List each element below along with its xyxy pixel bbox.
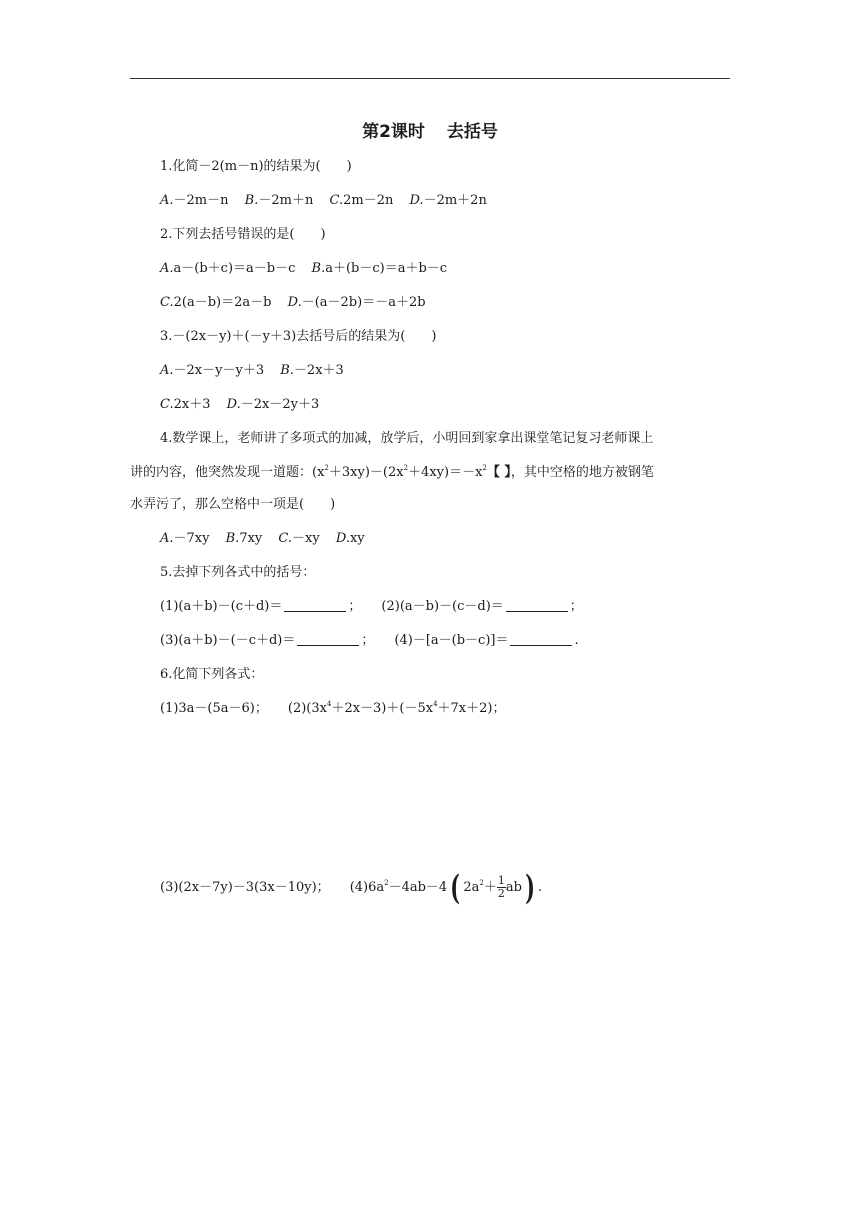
q2-options-row1 bbox=[160, 260, 459, 278]
q4-line1: 4.数学课上，老师讲了多项式的加减，放学后，小明回到家拿出课堂笔记复习老师课上 bbox=[160, 431, 654, 446]
q1-options bbox=[160, 192, 499, 210]
q4-line3: 水弄污了，那么空格中一项是( ) bbox=[130, 497, 336, 512]
q1-stem: 1.化简－2(m－n)的结果为( ) bbox=[160, 159, 352, 174]
q3-stem: 3.－(2x－y)＋(－y＋3)去括号后的结果为( ) bbox=[160, 329, 437, 344]
q3-option-d[interactable]: D.－2x－2y＋3 bbox=[226, 397, 320, 412]
left-bracket-glyph: ( bbox=[450, 867, 461, 908]
q1-option-b[interactable]: B.－2m＋n bbox=[244, 193, 314, 208]
page-title: 第2课时 去括号 bbox=[362, 122, 498, 142]
q1-option-c[interactable]: C.2m－2n bbox=[329, 193, 394, 208]
right-bracket-glyph: ) bbox=[525, 867, 535, 908]
q3-options-row2 bbox=[160, 396, 331, 414]
q4-option-b[interactable]: B.7xy bbox=[225, 531, 263, 546]
header-rule bbox=[130, 78, 730, 79]
q2-option-c[interactable]: C.2(a－b)＝2a－b bbox=[160, 295, 272, 310]
q5-row1: (1)(a＋b)－(c＋d)＝ ； (2)(a－b)－(c－d)＝ ； bbox=[160, 599, 583, 614]
q2-options-row2 bbox=[160, 294, 438, 312]
q6-stem: 6.化简下列各式： bbox=[160, 667, 264, 682]
q6-row2: (3)(2x－7y)－3(3x－10y)； $(4)6a^2-4ab-4$( $2a^2+$ $\frac{1}{2}$ ab) . bbox=[160, 867, 543, 908]
q4-blank-bracket: 【 】 bbox=[486, 465, 511, 480]
q2-option-b[interactable]: B.a＋(b－c)＝a＋b－c bbox=[311, 261, 448, 276]
q2-option-d[interactable]: D.－(a－2b)＝－a＋2b bbox=[287, 295, 426, 310]
q3-option-c[interactable]: C.2x＋3 bbox=[160, 397, 211, 412]
q3-option-b[interactable]: B.－2x＋3 bbox=[280, 363, 344, 378]
q4-options bbox=[160, 530, 377, 548]
q2-option-a[interactable]: A.a－(b＋c)＝a－b－c bbox=[160, 261, 296, 276]
q2-stem: 2.下列去括号错误的是( ) bbox=[160, 227, 326, 242]
q5-row2: (3)(a＋b)－(－c＋d)＝ ； (4)－[a－(b－c)]＝ . bbox=[160, 633, 579, 648]
q1-option-d[interactable]: D.－2m＋2n bbox=[409, 193, 487, 208]
q3-options-row1 bbox=[160, 362, 356, 380]
q5-answer-1[interactable] bbox=[284, 598, 346, 612]
q5-stem: 5.去掉下列各式中的括号： bbox=[160, 565, 316, 580]
q6-row1: (1)3a－(5a－6)； $(2)(3x^4+2x-3)+(-5x^4+7x+2)$； bbox=[160, 700, 506, 716]
q1-option-a[interactable]: A.－2m－n bbox=[160, 193, 229, 208]
q4-line2: 讲的内容，他突然发现一道题：$(x^2+3xy)-(2x^2+4xy)=-x^2$【 】，其中空格的地方被钢笔 bbox=[130, 464, 654, 480]
q3-option-a[interactable]: A.－2x－y－y＋3 bbox=[160, 363, 265, 378]
q4-option-c[interactable]: C.－xy bbox=[278, 531, 320, 546]
q4-option-d[interactable]: D.xy bbox=[335, 531, 365, 546]
q5-answer-3[interactable] bbox=[297, 632, 359, 646]
q5-answer-4[interactable] bbox=[510, 632, 572, 646]
q5-answer-2[interactable] bbox=[506, 598, 568, 612]
fraction-one-half: $\frac{1}{2}$ bbox=[497, 874, 505, 900]
q4-option-a[interactable]: A.－7xy bbox=[160, 531, 210, 546]
